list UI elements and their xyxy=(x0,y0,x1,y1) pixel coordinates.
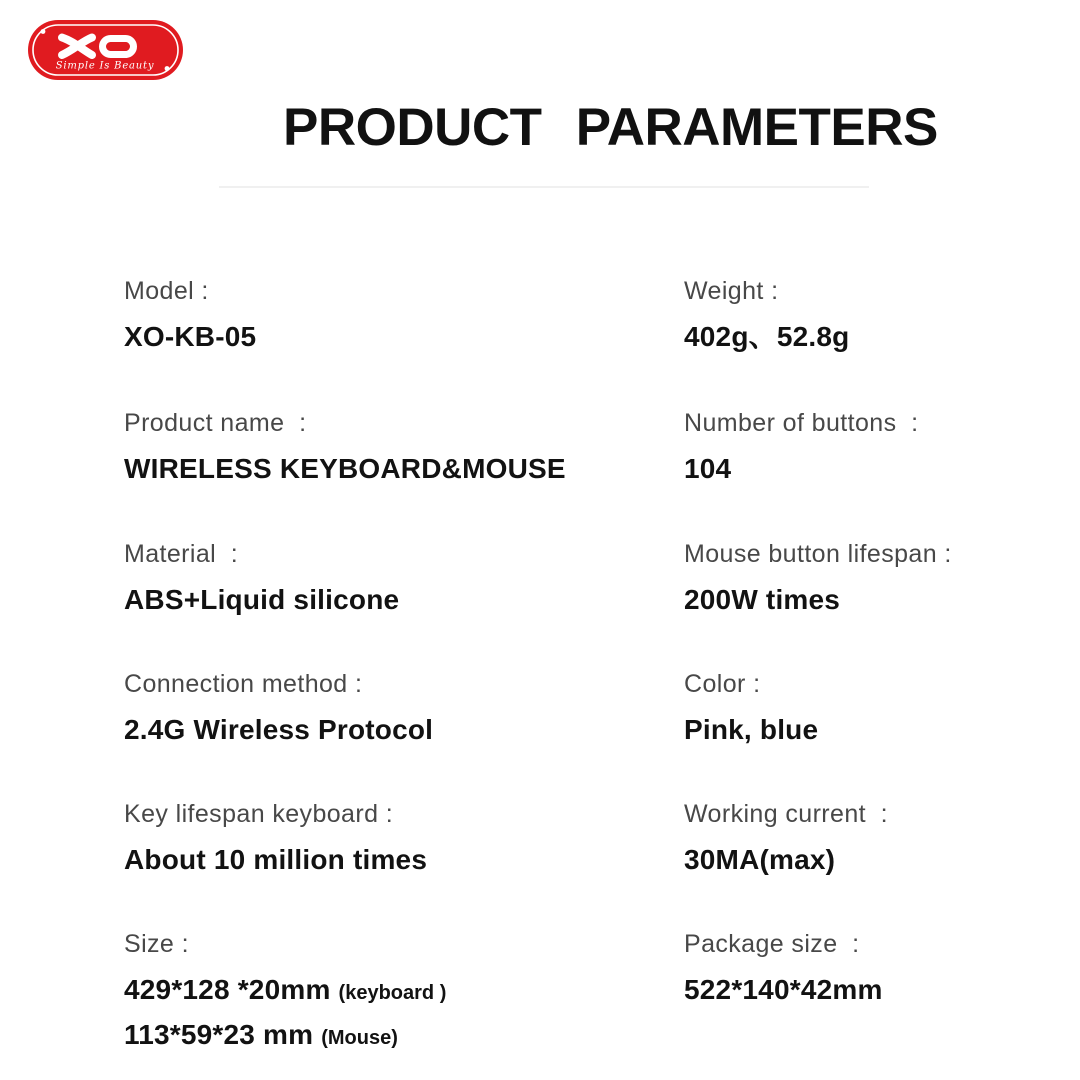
param-value: About 10 million times xyxy=(124,844,428,875)
size-keyboard-note: (keyboard ) xyxy=(338,982,447,1004)
param-value-keyboard-size xyxy=(124,973,446,1010)
param-value: 402g、52.8g xyxy=(684,321,850,352)
param-number-of-buttons xyxy=(684,408,919,486)
logo-slogan: Simple Is Beauty xyxy=(55,60,155,72)
param-label: Connection method : xyxy=(124,670,363,698)
param-label: Product name : xyxy=(124,409,307,437)
param-label: Working current : xyxy=(684,800,889,828)
param-value: 30MA(max) xyxy=(684,844,836,875)
size-keyboard: 429*128 *20mm xyxy=(124,974,331,1005)
param-connection-method xyxy=(124,669,433,747)
param-label: Size : xyxy=(124,930,189,958)
param-label: Color : xyxy=(684,670,761,698)
param-product-name xyxy=(124,408,566,486)
param-color xyxy=(684,669,818,747)
param-mouse-button-lifespan xyxy=(684,539,952,617)
size-mouse-note: (Mouse) xyxy=(321,1027,398,1049)
param-value: WIRELESS KEYBOARD&MOUSE xyxy=(124,453,566,484)
param-package-size xyxy=(684,929,883,1007)
xo-logo xyxy=(28,20,183,80)
param-label: Package size : xyxy=(684,930,860,958)
logo-dot-bottom-right xyxy=(165,66,170,71)
param-model xyxy=(124,276,256,354)
param-key-lifespan xyxy=(124,799,427,877)
param-value: 104 xyxy=(684,453,732,484)
size-mouse: 113*59*23 mm xyxy=(124,1019,314,1050)
param-working-current xyxy=(684,799,888,877)
xo-logo-icon xyxy=(28,20,183,80)
title-divider xyxy=(219,186,869,188)
param-label: Weight : xyxy=(684,277,779,305)
param-value: 200W times xyxy=(684,584,841,615)
param-label: Model : xyxy=(124,277,209,305)
page-title: PRODUCT PARAMETERS xyxy=(283,98,938,157)
param-size xyxy=(124,929,446,1055)
param-value-mouse-size xyxy=(124,1018,446,1055)
param-value: 522*140*42mm xyxy=(684,974,883,1005)
param-label: Number of buttons : xyxy=(684,409,919,437)
param-label: Key lifespan keyboard : xyxy=(124,800,394,828)
param-value: ABS+Liquid silicone xyxy=(124,584,400,615)
param-label: Mouse button lifespan : xyxy=(684,540,952,568)
param-label: Material : xyxy=(124,540,239,568)
logo-dot-top-left xyxy=(41,29,46,34)
param-value: XO-KB-05 xyxy=(124,321,257,352)
param-weight xyxy=(684,276,849,354)
param-value: 2.4G Wireless Protocol xyxy=(124,714,434,745)
param-material xyxy=(124,539,399,617)
param-value: Pink, blue xyxy=(684,714,819,745)
